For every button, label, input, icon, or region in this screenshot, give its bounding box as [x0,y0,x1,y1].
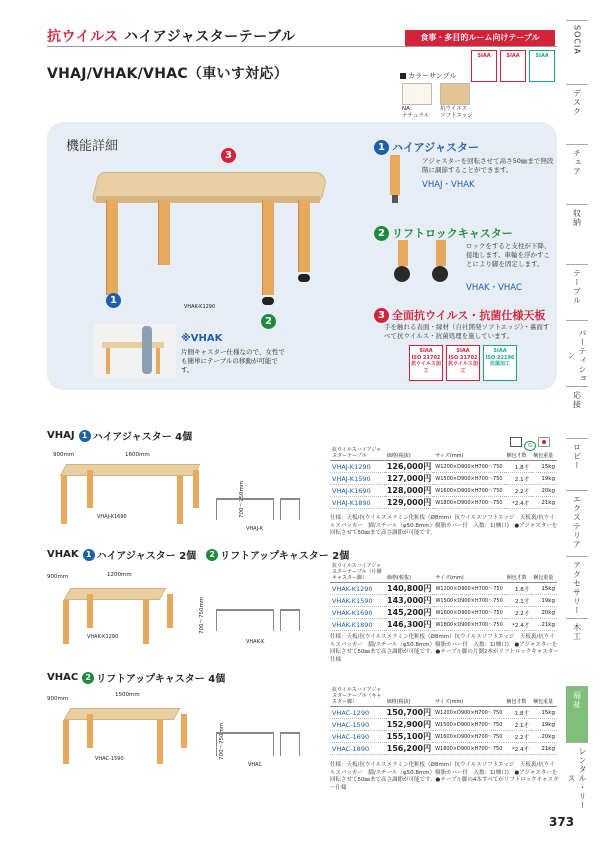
side-tab-exterior[interactable]: エクステリア [566,490,588,556]
table-row: VHAJ-K1590 127,000円 W1500×D900×H700〜750 2.1才 19kg [332,474,555,483]
siaa-mark-icon: SIAA ISO 21702 抗ウイルス加工 [409,345,443,381]
caster-image [386,240,460,284]
page-number: 373 [549,815,575,829]
table-row: VHAC-1590 152,900円 W1500×D900×H700〜750 2.1才 19kg [332,720,555,729]
table-row: VHAC-1690 155,100円 W1600×D900×H700〜750 2.2才 20kg [332,732,555,741]
caster-icon [262,297,274,305]
siaa-mark-icon: SIAA ISO 21702 抗ウイルス加工 [446,345,480,381]
vhaj-table-image: 900mm 1600mm VHAJ-K1690 700〜750mm [47,448,207,528]
table-row: VHAK-K1590 143,000円 W1500×D900×H700〜750 2.1才 19kg [332,596,555,605]
spec-note-vhak: 仕様：天板/抗ウイルスメラミン化粧板（Ø8mm）抗ウイルスソフトエッジ 天板裏/抗ウイルスバッカー 脚/スチール（φ50.8mm）樹脂カバー付 入数：1(梱口) ●アジャスターを回転させて50㎜まで高さ調節が可能です。●テーブル脚の片側2本がリフトロックキャスター仕様 [330,634,559,663]
table-row: VHAK-K1290 140,800円 W1200×D900×H700〜750 1.8才 15kg [332,584,555,593]
side-tab-rental[interactable]: レンタル・リース [566,742,588,810]
marker-2: 2 [261,314,276,329]
green-mark-icon: G [524,441,536,451]
adjuster-image [378,155,418,203]
title-rest: ハイアジャスターテーブル [118,29,296,45]
table-row: VHAJ-K1690 128,000円 W1600×D900×H700〜750 2.2才 20kg [332,486,555,495]
siaa-mark-icon: SIAA [471,50,497,82]
marker-3: 3 [221,148,236,163]
subtitle: VHAJ/VHAK/VHAC（車いす対応） [47,66,289,82]
spec-icons [510,432,552,449]
table-row: VHAJ-K1890 129,000円 W1800×D900×H700〜750 *2.4才 21kg [332,498,555,507]
feature-2-heading: 2 リフトロックキャスター [374,225,513,241]
table-row: VHAC-1890 156,200円 W1800×D900×H700〜750 *2.4才 21kg [332,744,555,753]
vhaj-line-drawing: VHAJ-K [212,492,304,532]
table-leg [106,200,118,295]
vhak-photo [94,324,176,378]
spec-note-vhac: 仕様：天板/抗ウイルスメラミン化粧板（Ø8mm）抗ウイルスソフトエッジ 天板裏/抗ウイルスバッカー 脚/スチール（φ50.8mm）樹脂カバー付 入数：1(梱口) ●アジャスターを回転させて50㎜まで高さ調節が可能です。●テーブル脚の4本すべてがリフトロックキャスター仕様 [330,762,559,791]
page-title [47,26,296,46]
swatch-caption-soft-edge: 抗ウイルス ソフトエッジ [440,106,473,119]
side-tab-woodwork[interactable]: 木工 [566,618,588,686]
feature-2-desc: ロックをすると支柱が下降、接地します。車輪を浮かすことにより脚を固定します。 [466,242,551,268]
feature-panel-title: 機能詳細 [66,139,119,154]
table-leg [158,200,170,265]
vhak-table-image: 900mm 1200mm VHAK-K1290 700〜750mm [47,568,177,650]
section-heading-vhaj: VHAJ 1 ハイアジャスター 4個 [47,430,193,443]
title-rule [47,46,557,47]
vhak-line-drawing: VHAK-K [212,603,304,645]
feature-1-heading: 1 ハイアジャスター [374,139,479,155]
feature-1-desc: アジャスターを回転させて高さ50㎜まで無段階に調節することができます。 [422,157,554,174]
feature-2-models: VHAK・VHAC [466,283,522,293]
feature-3-desc: 手を触れる表面・縁材（自社開発ソフトエッジ）・裏面すべて抗ウイルス・抗菌処理を施しています。 [384,323,550,340]
siaa-mark-icon: SIAA [529,50,555,82]
feature-1-models: VHAJ・VHAK [422,180,475,190]
color-sample-label: カラーサンプル [400,71,456,81]
feature-3-heading: 3 全面抗ウイルス・抗菌仕様天板 [374,307,545,323]
spec-table-vhac: 抗ウイルスハイアジャスターテーブル（キャスター脚） 価格(税抜) サイズ(mm) 梱包才数 梱包重量 VHAC-1290 150,700円 W1200×D900×H700〜750 1.8才 15kg VHAC-1590 152,900円 W1500×D900×H700〜750 2.1才 19kg VHAC-1690 155,100円 W1600×D900×H700〜750 2.2才 20kg VHAC-1890 156,200円 W1800×D900×H700〜750 *2.4才 21kg [332,687,555,753]
side-tab-accessory[interactable]: アクセサリー [566,556,588,618]
vhak-desc: 片側キャスター仕様なので、女性でも簡単にテーブルの移動が可能です。 [181,348,285,374]
siaa-mark-icon: SIAA [500,50,526,82]
spec-table-vhaj: 抗ウイルスハイアジャスターテーブル 価格(税抜) サイズ(mm) 梱包才数 梱包重量 VHAJ-K1290 126,000円 W1200×D900×H700〜750 1.8才 15kg VHAJ-K1590 127,000円 W1500×D900×H700〜750 2.1才 19kg VHAJ-K1690 128,000円 W1600×D900×H700〜750 2.2才 20kg VHAJ-K1890 129,000円 W1800×D900×H700〜750 *2.4才 21kg [332,447,555,507]
marker-1: 1 [106,293,121,308]
spec-table-vhak: 抗ウイルスハイアジャスターテーブル（片側キャスター脚） 価格(税抜) サイズ(mm) 梱包才数 梱包重量 VHAK-K1290 140,800円 W1200×D900×H700〜750 1.8才 15kg VHAK-K1590 143,000円 W1500×D900×H700〜750 2.1才 19kg VHAK-K1690 145,200円 W1600×D900×H700〜750 2.2才 20kg VHAK-K1890 146,300円 W1800×D900×H700〜750 *2.4才 21kg [332,563,555,629]
spec-note-vhaj: 仕様：天板/抗ウイルスメラミン化粧板（Ø8mm）抗ウイルスソフトエッジ 天板裏/抗ウイルスバッカー 脚/スチール（φ50.8mm）樹脂カバー付 入数：1(梱口) ●アジャスターを回転させて50㎜まで高さ調節が可能です。 [330,515,558,536]
swatch-soft-edge [440,83,470,105]
caster-icon [298,274,310,282]
title-red: 抗ウイルス [47,29,119,45]
side-tab-table[interactable]: テーブル [566,264,588,320]
side-tab-reception[interactable]: 応接 [566,386,588,438]
section-heading-vhak: VHAK 1 ハイアジャスター 2個 2 リフトアップキャスター 2個 [47,549,350,562]
image-code: VHAK-K1290 [184,304,216,310]
side-tab-lobby[interactable]: ロビー [566,438,588,490]
table-row: VHAC-1290 150,700円 W1200×D900×H700〜750 1.8才 15kg [332,708,555,717]
table-edge [96,196,320,203]
side-tab-desk[interactable]: デスク [566,84,588,144]
side-tab-welfare[interactable]: 福祉 [566,686,588,742]
table-row: VHAJ-K1290 126,000円 W1200×D900×H700〜750 1.8才 15kg [332,462,555,471]
swatch-natural [402,83,432,105]
side-tab-storage[interactable]: 収納 [566,204,588,264]
swatch-caption-natural: NA： ナチュラル [402,106,430,119]
vhac-table-image: 900mm 1500mm VHAC-1590 700〜750mm [47,692,225,762]
vhac-line-drawing: VHAC [212,726,304,770]
table-leg [262,200,274,295]
table-row: VHAK-K1890 146,300円 W1800×D900×H700〜750 *2.4才 21kg [332,620,555,629]
vhak-title: ※VHAK [181,333,223,344]
side-tab-socia[interactable]: SOCIA [566,20,588,84]
section-heading-vhac: VHAC 2 リフトアップキャスター 4個 [47,672,226,685]
side-tab-chair[interactable]: チェア [566,144,588,204]
table-row: VHAK-K1690 145,200円 W1600×D900×H700〜750 2.2才 20kg [332,608,555,617]
side-tab-partition[interactable]: パーティション [566,320,588,386]
category-badge: 食事・多目的ルーム向けテーブル [405,30,555,46]
table-leg [298,200,310,272]
siaa-mark-icon: SIAA ISO 22196 抗菌加工 [483,345,517,381]
